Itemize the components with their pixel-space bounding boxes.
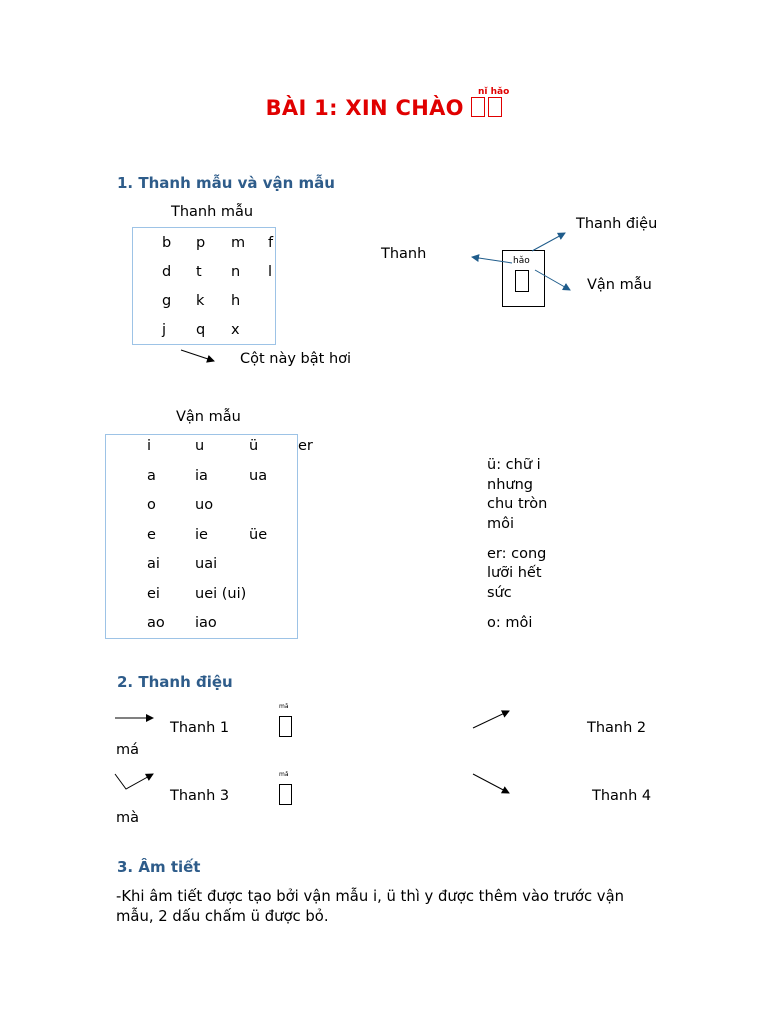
- initial-cell: k: [196, 293, 205, 309]
- tone4-label: Thanh 4: [592, 788, 652, 804]
- final-cell: ei: [147, 585, 160, 602]
- note-line: nhưng: [487, 477, 533, 493]
- note-line: sức: [487, 585, 512, 601]
- arrow-note: Cột này bật hơi: [240, 351, 352, 367]
- final-cell: o: [147, 497, 156, 513]
- initial-cell: j: [162, 322, 167, 338]
- initial-cell: q: [196, 322, 206, 338]
- note-line: o: môi: [487, 615, 533, 631]
- final-cell: er: [298, 438, 313, 454]
- title-pinyin: nǐ hǎo: [478, 87, 510, 97]
- note-line: ü: chữ i: [487, 457, 541, 473]
- final-cell: ai: [147, 556, 160, 572]
- diagram-arrow-tone: [532, 233, 565, 251]
- initial-cell: l: [268, 264, 273, 280]
- initials-label: Thanh mẫu: [171, 204, 254, 220]
- final-cell: ü: [249, 438, 259, 454]
- final-cell: ie: [195, 526, 208, 543]
- final-cell: ua: [249, 467, 268, 484]
- note-line: lưỡi hết: [487, 565, 542, 581]
- initial-cell: g: [162, 293, 172, 309]
- section3-line2: mẫu, 2 dấu chấm ü được bỏ.: [116, 908, 329, 925]
- tone2-arrow: [473, 711, 509, 728]
- diagram-tone-label: Thanh điệu: [576, 216, 658, 232]
- final-cell: e: [147, 526, 156, 543]
- aspirated-column-arrow: [181, 350, 214, 361]
- section2-heading: 2. Thanh điệu: [117, 673, 233, 691]
- final-cell: ao: [147, 615, 165, 631]
- initial-cell: f: [268, 235, 274, 251]
- final-cell: üe: [249, 526, 268, 543]
- diagram-left-label: Thanh: [381, 246, 427, 262]
- initial-cell: h: [231, 293, 241, 309]
- page-title-text: BÀI 1: XIN CHÀO: [265, 96, 464, 120]
- final-cell: i: [147, 438, 152, 454]
- initial-cell: n: [231, 264, 241, 280]
- note-line: chu tròn: [487, 496, 548, 512]
- tone2-label: Thanh 2: [587, 720, 647, 736]
- syllable-pinyin: hǎo: [513, 256, 530, 266]
- final-cell: uei (ui): [195, 585, 247, 602]
- tone2-example: má: [116, 742, 140, 758]
- diagram-arrow-left: [472, 257, 512, 263]
- initial-cell: p: [196, 235, 206, 251]
- tone3-arrow: [115, 774, 153, 789]
- initial-cell: x: [231, 322, 240, 338]
- final-cell: u: [195, 438, 205, 454]
- note-line: môi: [487, 516, 515, 532]
- section1-heading: 1. Thanh mẫu và vận mẫu: [117, 174, 335, 192]
- final-cell: a: [147, 467, 156, 484]
- final-cell: ia: [195, 467, 208, 484]
- tone3-label: Thanh 3: [170, 788, 230, 804]
- section3-heading: 3. Âm tiết: [117, 858, 201, 876]
- section3-line1: -Khi âm tiết được tạo bởi vận mẫu i, ü thì y được thêm vào trước vận: [116, 888, 625, 905]
- tone4-example: mà: [116, 810, 140, 826]
- final-cell: uo: [195, 497, 214, 513]
- initial-cell: t: [196, 264, 202, 280]
- final-cell: iao: [195, 615, 217, 631]
- tone1-label: Thanh 1: [170, 720, 230, 736]
- diagram-final-label: Vận mẫu: [587, 277, 652, 293]
- note-line: er: cong: [487, 546, 547, 562]
- final-cell: uai: [195, 556, 218, 572]
- tone3-pinyin: mǎ: [279, 771, 289, 778]
- initial-cell: d: [162, 264, 172, 280]
- diagram-arrow-final: [535, 270, 570, 290]
- finals-label: Vận mẫu: [176, 409, 241, 425]
- initial-cell: b: [162, 235, 172, 251]
- tone4-arrow: [473, 774, 509, 793]
- tone1-pinyin: mā: [279, 703, 289, 710]
- initial-cell: m: [231, 235, 246, 251]
